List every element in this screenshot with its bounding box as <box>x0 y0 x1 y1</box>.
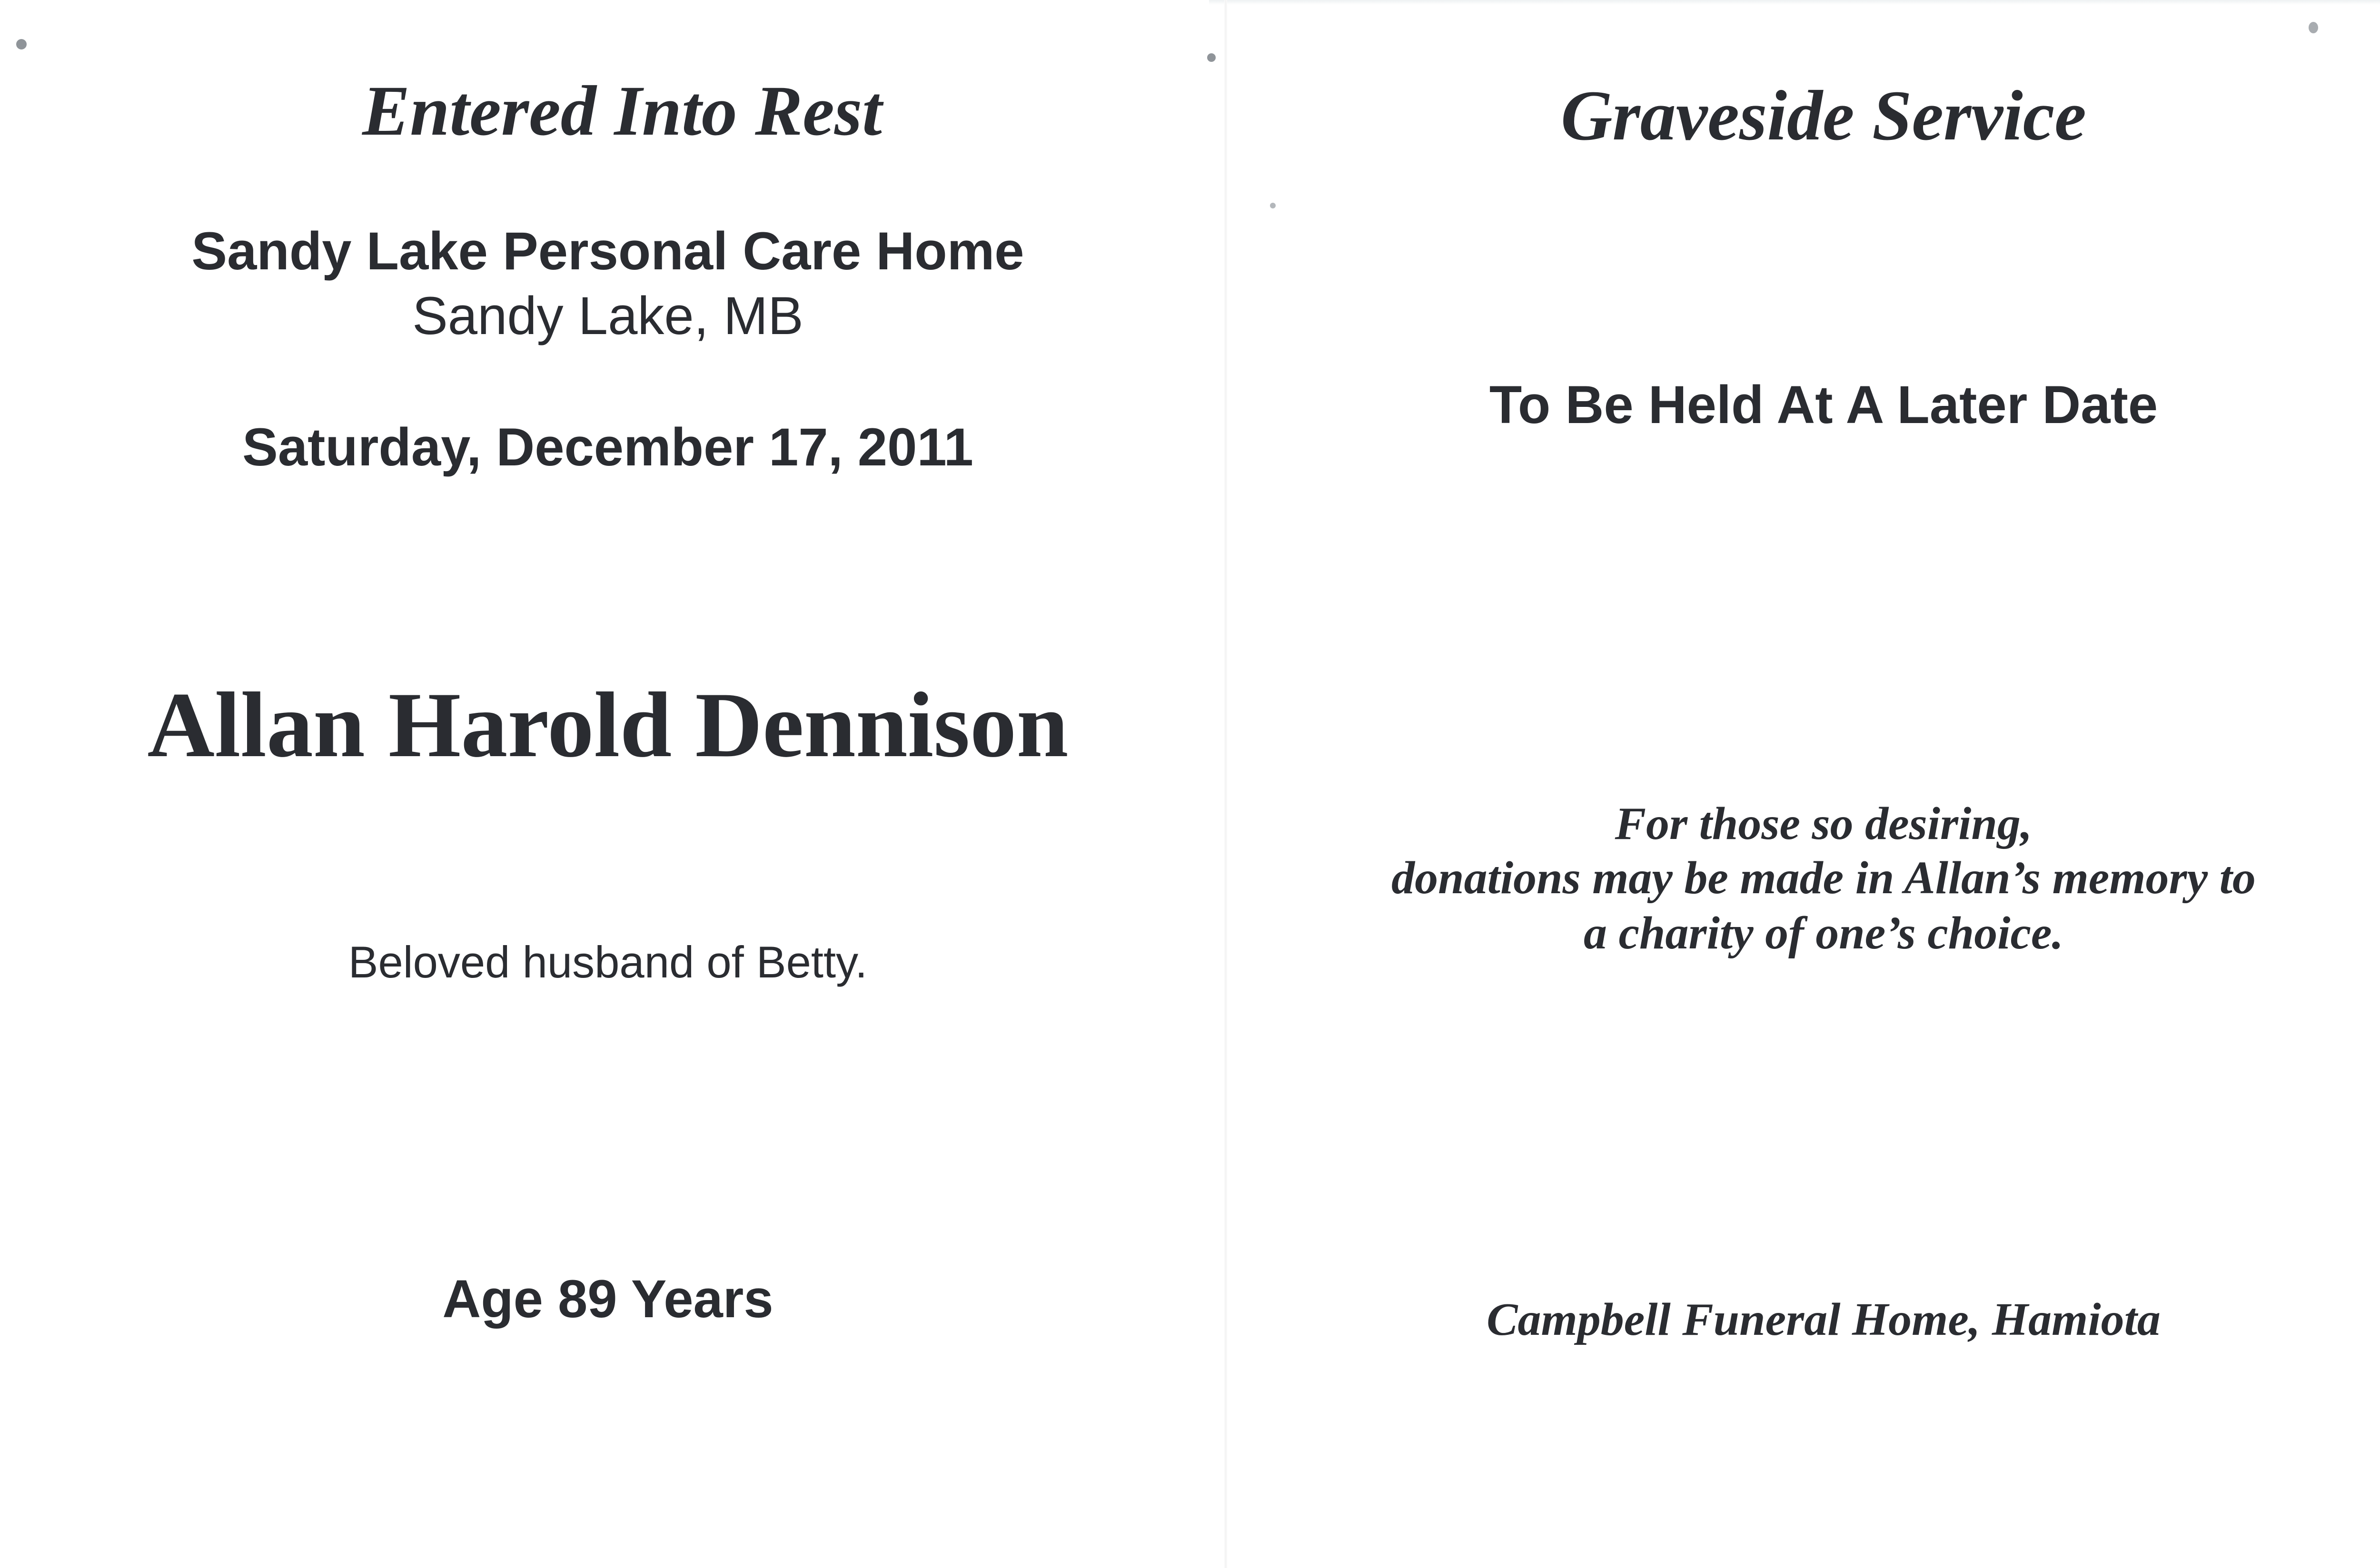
graveside-service-heading: Graveside Service <box>1561 76 2086 155</box>
entered-into-rest-heading: Entered Into Rest <box>362 71 882 150</box>
place-location: Sandy Lake, MB <box>412 286 803 345</box>
right-page <box>1216 0 2380 1568</box>
relationship-text: Beloved husband of Betty. <box>348 937 868 987</box>
date-of-passing: Saturday, December 17, 2011 <box>242 417 973 477</box>
donation-line-3: a charity of one’s choice. <box>1584 907 2063 959</box>
donation-line-1: For those so desiring, <box>1615 798 2033 849</box>
funeral-home: Campbell Funeral Home, Hamiota <box>1487 1294 2161 1345</box>
service-note: To Be Held At A Later Date <box>1489 375 2158 434</box>
donation-line-2: donations may be made in Allan’s memory to <box>1391 852 2256 904</box>
age-text: Age 89 Years <box>442 1269 774 1329</box>
deceased-name: Allan Harold Dennison <box>147 673 1069 777</box>
place-name: Sandy Lake Personal Care Home <box>191 221 1024 281</box>
